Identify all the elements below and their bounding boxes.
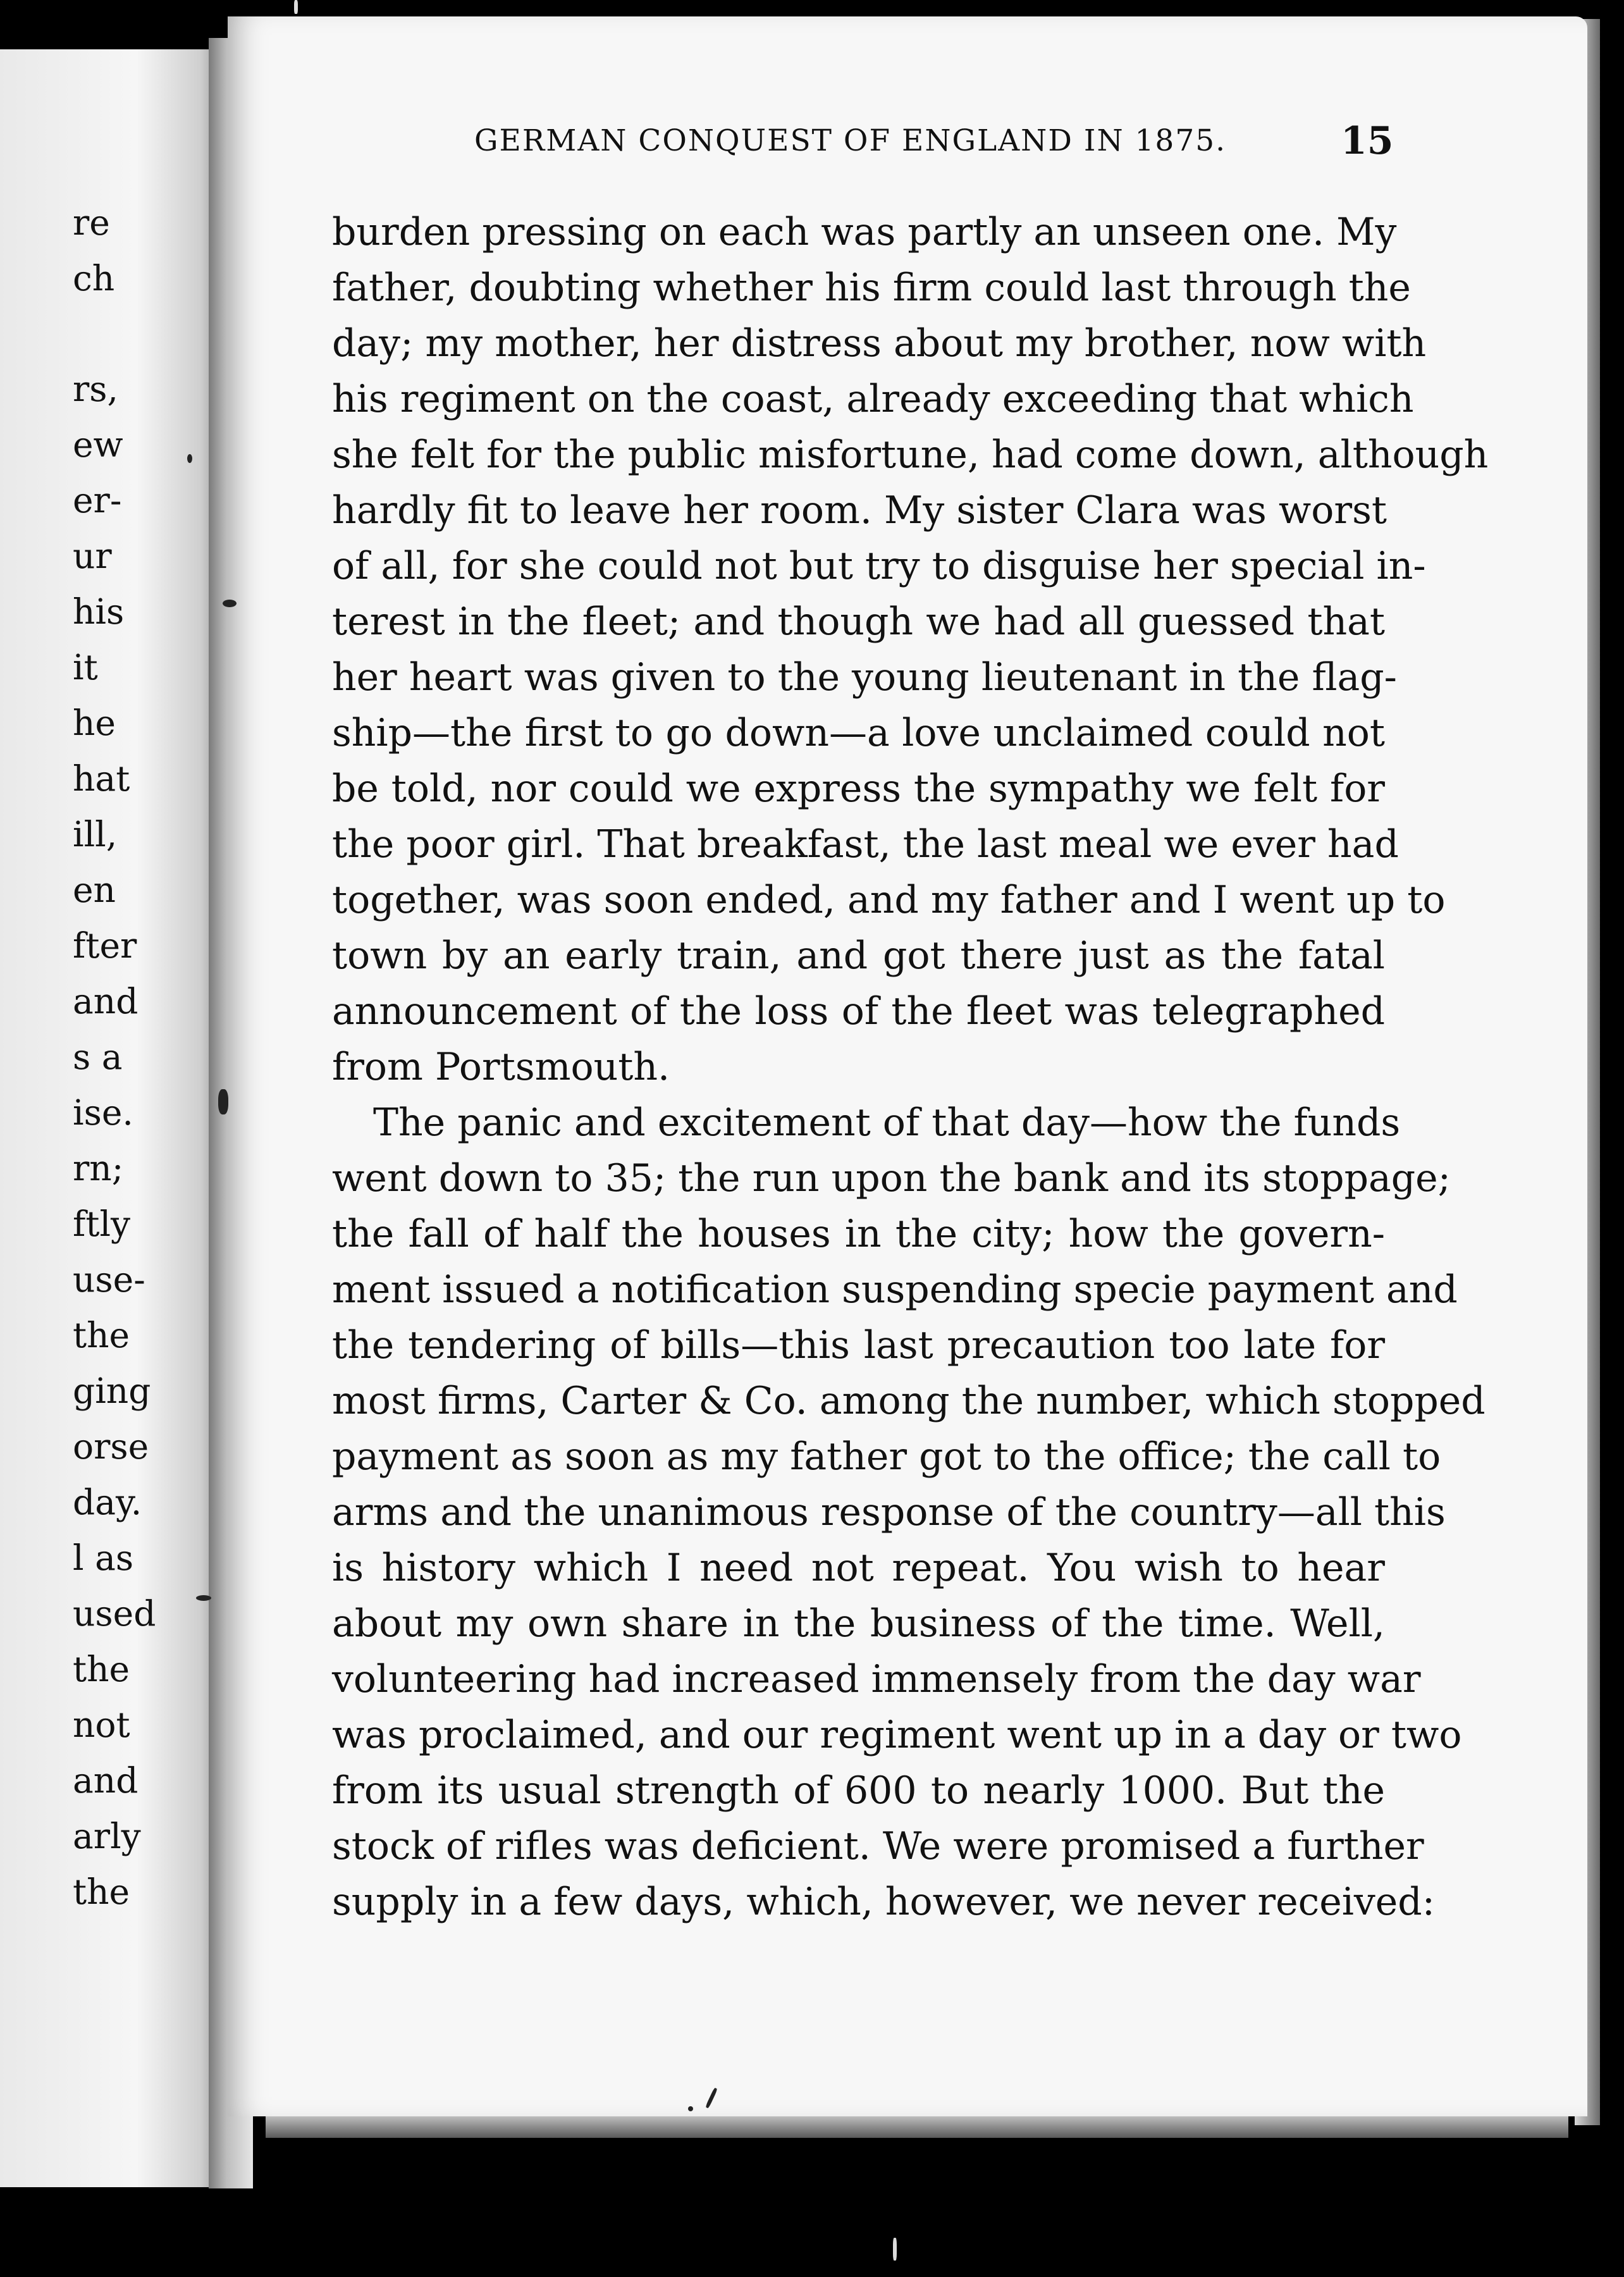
left-page-fragment: it [73, 647, 98, 688]
left-page-fragment: ging [73, 1371, 151, 1411]
left-page-fragment: hat [73, 758, 130, 799]
left-page-fragment: er- [73, 480, 122, 521]
left-page-fragment: orse [73, 1426, 149, 1467]
text-line: about my own share in the business of the time. Well, [332, 1601, 1385, 1646]
text-line: hardly fit to leave her room. My sister Clara was worst [332, 488, 1387, 533]
left-page-fragment: ch [73, 258, 115, 299]
scan-speck [223, 600, 237, 607]
text-line: be told, nor could we express the sympathy we felt for [332, 767, 1385, 811]
left-page-fragment: rs, [73, 369, 118, 409]
text-line: the poor girl. That breakfast, the last meal we ever had [332, 822, 1399, 867]
left-page-fragment: and [73, 1760, 138, 1801]
left-page-fragment: en [73, 870, 116, 910]
left-page-fragment: used [73, 1593, 156, 1634]
text-line: ment issued a notification suspending specie payment and [332, 1268, 1458, 1312]
left-page-fragment: s a [73, 1037, 123, 1077]
text-line: volunteering had increased immensely from the day war [332, 1657, 1421, 1701]
left-page-fragment: ill, [73, 814, 118, 855]
left-page-fragment: his [73, 591, 125, 632]
text-line: was proclaimed, and our regiment went up in a day or two [332, 1713, 1462, 1757]
text-line: the fall of half the houses in the city; how the govern- [332, 1212, 1385, 1256]
text-line: day; my mother, her distress about my brother, now with [332, 321, 1427, 366]
left-page-fragment: use- [73, 1259, 145, 1300]
text-line: announcement of the loss of the fleet was telegraphed [332, 989, 1385, 1034]
text-line: ship—the first to go down—a love unclaimed could not [332, 711, 1385, 755]
scan-speck [196, 1595, 211, 1601]
text-line: his regiment on the coast, already exceeding that which [332, 377, 1414, 421]
scan-speck [218, 1089, 228, 1114]
left-page-fragment: ftly [73, 1204, 131, 1244]
text-line: The panic and excitement of that day—how the funds [373, 1101, 1401, 1145]
left-page-fragment: arly [73, 1816, 141, 1856]
left-page-fragment: not [73, 1705, 130, 1745]
text-line: from Portsmouth. [332, 1045, 670, 1089]
text-line: the tendering of bills—this last precaution too late for [332, 1323, 1385, 1367]
left-page-fragment: l as [73, 1538, 134, 1578]
left-page-fragment: day. [73, 1482, 142, 1522]
page-number: 15 [1341, 119, 1394, 163]
text-line: she felt for the public misfortune, had come down, although [332, 433, 1489, 477]
text-line: supply in a few days, which, however, we never received: [332, 1880, 1435, 1924]
page-bottom-edge [266, 2113, 1568, 2138]
text-line: payment as soon as my father got to the office; the call to [332, 1435, 1441, 1479]
left-page-fragment: fter [73, 925, 137, 966]
scan-speck [294, 0, 298, 14]
scan-speck [187, 454, 192, 463]
previous-page-sliver [0, 49, 228, 2187]
left-page-fragment: rn; [73, 1148, 124, 1188]
left-page-fragment: ur [73, 536, 112, 576]
left-page-fragment: the [73, 1649, 130, 1689]
left-page-fragment: the [73, 1315, 130, 1355]
text-line: town by an early train, and got there just as the fatal [332, 934, 1385, 978]
text-line: is history which I need not repeat. You wish to hear [332, 1546, 1385, 1590]
text-line: went down to 35; the run upon the bank and its stoppage; [332, 1156, 1451, 1200]
left-page-fragment: he [73, 703, 116, 743]
left-page-fragment: ise. [73, 1092, 133, 1133]
body-text [332, 204, 1489, 1930]
text-line: most firms, Carter & Co. among the number, which stopped [332, 1379, 1486, 1423]
text-line: of all, for she could not but try to disguise her special in- [332, 544, 1426, 588]
left-page-fragment: ew [73, 424, 123, 465]
left-page-fragment: the [73, 1872, 130, 1912]
scan-speck [893, 2238, 897, 2261]
text-line: father, doubting whether his firm could last through the [332, 266, 1411, 310]
left-page-fragment: and [73, 981, 138, 1021]
text-line: together, was soon ended, and my father and I went up to [332, 878, 1446, 922]
scan-speck [688, 2106, 693, 2111]
text-line: stock of rifles was deficient. We were promised a further [332, 1824, 1424, 1868]
text-line: from its usual strength of 600 to nearly 1000. But the [332, 1768, 1385, 1813]
left-page-fragment: re [73, 202, 110, 243]
text-line: terest in the fleet; and though we had all guessed that [332, 600, 1385, 644]
text-line: arms and the unanimous response of the country—all this [332, 1490, 1446, 1534]
running-title: GERMAN CONQUEST OF ENGLAND IN 1875. [474, 123, 1227, 158]
text-line: her heart was given to the young lieutenant in the flag- [332, 655, 1397, 700]
text-line: burden pressing on each was partly an unseen one. My [332, 210, 1397, 254]
